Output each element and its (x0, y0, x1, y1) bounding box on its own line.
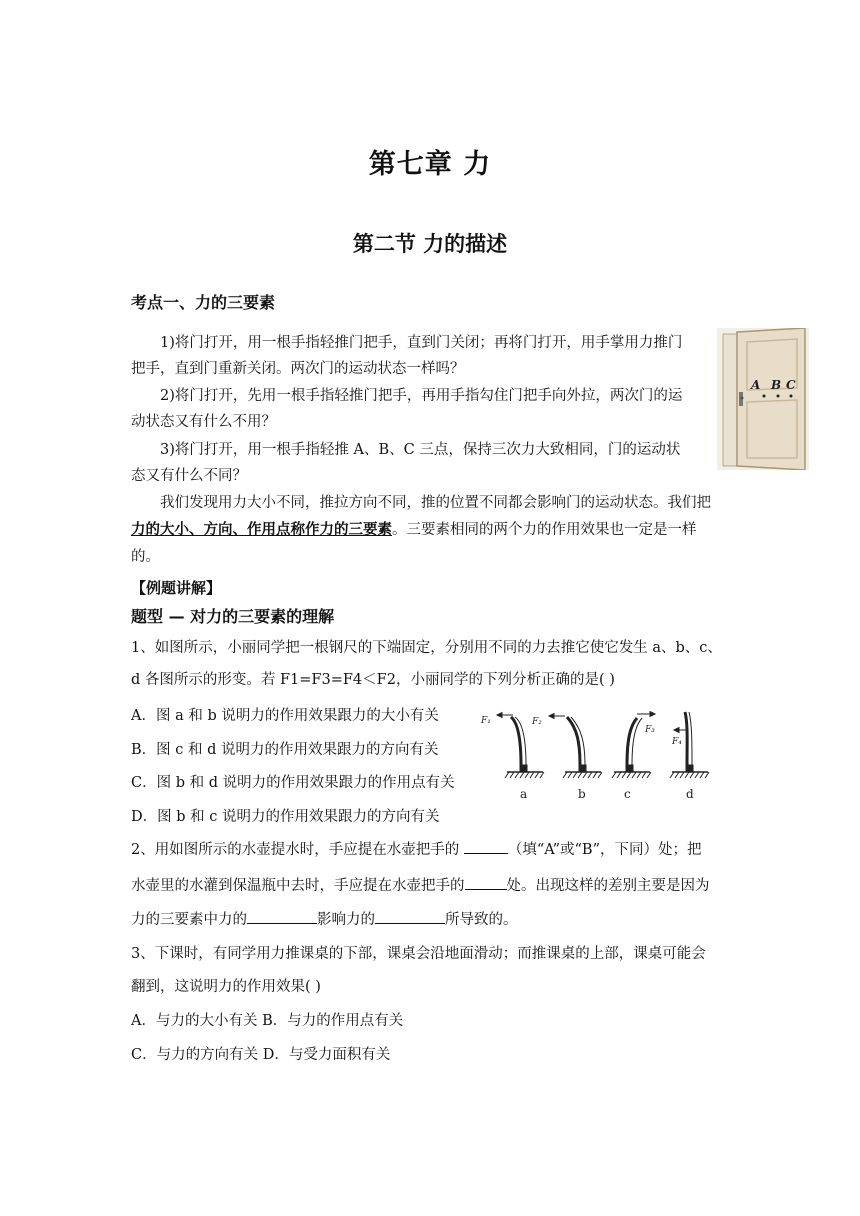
figure-label-a: a (520, 787, 528, 801)
steel-ruler-figure (477, 706, 717, 806)
force-label-f2: F₂ (532, 717, 542, 727)
intro-conclusion-line2 (131, 518, 697, 539)
three-elements-definition: 力的大小、方向、作用点称作力的三要素 (131, 521, 392, 538)
q2-blank-1[interactable] (464, 839, 508, 854)
q1-stem-line2: d 各图所示的形变。若 F1=F3=F4＜F2，小丽同学的下列分析正确的是( ) (131, 672, 615, 688)
q2-line3 (131, 908, 518, 929)
topic-heading: 考点一、力的三要素 (131, 293, 276, 312)
q3-options-ab: A．与力的大小有关 B．与力的作用点有关 (131, 1013, 404, 1029)
intro-q2-line1: 2)将门打开，先用一根手指轻推门把手，再用手指勾住门把手向外拉，两次门的运 (160, 388, 683, 404)
q3-options-cd: C．与力的方向有关 D．与受力面积有关 (131, 1047, 391, 1063)
q2-line3-end: 所导致的。 (445, 912, 518, 928)
intro-q1-line1: 1)将门打开，用一根手指轻推门把手，直到门关闭；再将门打开，用手掌用力推门 (160, 335, 683, 351)
intro-q2-line2: 动状态又有什么不用？ (131, 414, 276, 430)
force-label-f3: F₃ (645, 725, 655, 735)
intro-q3-line1: 3)将门打开，用一根手指轻推 A、B、C 三点，保持三次力大致相同，门的运动状 (160, 442, 681, 458)
door-label-c: C (786, 378, 796, 392)
q1-option-c: C．图 b 和 d 说明力的作用效果跟力的作用点有关 (131, 775, 455, 791)
chapter-title: 第七章 力 (368, 149, 492, 180)
q3-stem-line2: 翻到，这说明力的作用效果( ) (131, 979, 321, 995)
q3-stem-line1: 3、下课时，有同学用力推课桌的下部，课桌会沿地面滑动；而推课桌的上部，课桌可能会 (131, 946, 706, 962)
force-label-f4: F₄ (672, 737, 682, 747)
section-title: 第二节 力的描述 (352, 232, 508, 256)
q2-blank-4[interactable] (375, 909, 445, 924)
intro-conclusion-line3: 的。 (131, 549, 160, 565)
q1-option-d: D．图 b 和 c 说明力的作用效果跟力的方向有关 (131, 809, 440, 825)
type-heading: 题型 — 对力的三要素的理解 (131, 607, 335, 626)
door-label-b: B (771, 378, 782, 392)
figure-label-c: c (624, 787, 631, 801)
q1-option-a: A．图 a 和 b 说明力的作用效果跟力的大小有关 (131, 708, 439, 724)
intro-conclusion-line1: 我们发现用力大小不同，推拉方向不同，推的位置不同都会影响门的运动状态。我们把 (160, 495, 711, 511)
door-illustration (717, 328, 809, 470)
q2-line3-mid: 影响力的 (317, 912, 375, 928)
q2-line1-hint: （填“A”或“B”，下同）处；把 (507, 842, 702, 858)
q2-line2-rest: 处。出现这样的差别主要是因为 (506, 878, 710, 894)
figure-label-d: d (686, 787, 694, 801)
q2-line2-text: 水壶里的水灌到保温瓶中去时，手应提在水壶把手的 (131, 878, 465, 894)
force-label-f1: F₁ (481, 716, 491, 726)
example-heading: 【例题讲解】 (131, 579, 222, 597)
q2-blank-2[interactable] (465, 875, 507, 890)
q2-line1 (131, 838, 702, 859)
q2-blank-3[interactable] (247, 909, 317, 924)
intro-conclusion-rest: 。三要素相同的两个力的作用效果也一定是一样 (392, 522, 697, 538)
figure-label-b: b (578, 787, 586, 801)
q1-option-b: B．图 c 和 d 说明力的作用效果跟力的方向有关 (131, 742, 439, 758)
q2-line1-text: 2、用如图所示的水壶提水时，手应提在水壶把手的 (131, 842, 464, 858)
door-label-a: A (751, 378, 761, 392)
q2-line3-text: 力的三要素中力的 (131, 912, 247, 928)
intro-q3-line2: 态又有什么不同？ (131, 468, 247, 484)
intro-q1-line2: 把手，直到门重新关闭。两次门的运动状态一样吗？ (131, 361, 465, 377)
q1-stem-line1: 1、如图所示，小丽同学把一根钢尺的下端固定，分别用不同的力去推它使它发生 a、b、c、 (131, 640, 722, 656)
q2-line2 (131, 874, 710, 895)
